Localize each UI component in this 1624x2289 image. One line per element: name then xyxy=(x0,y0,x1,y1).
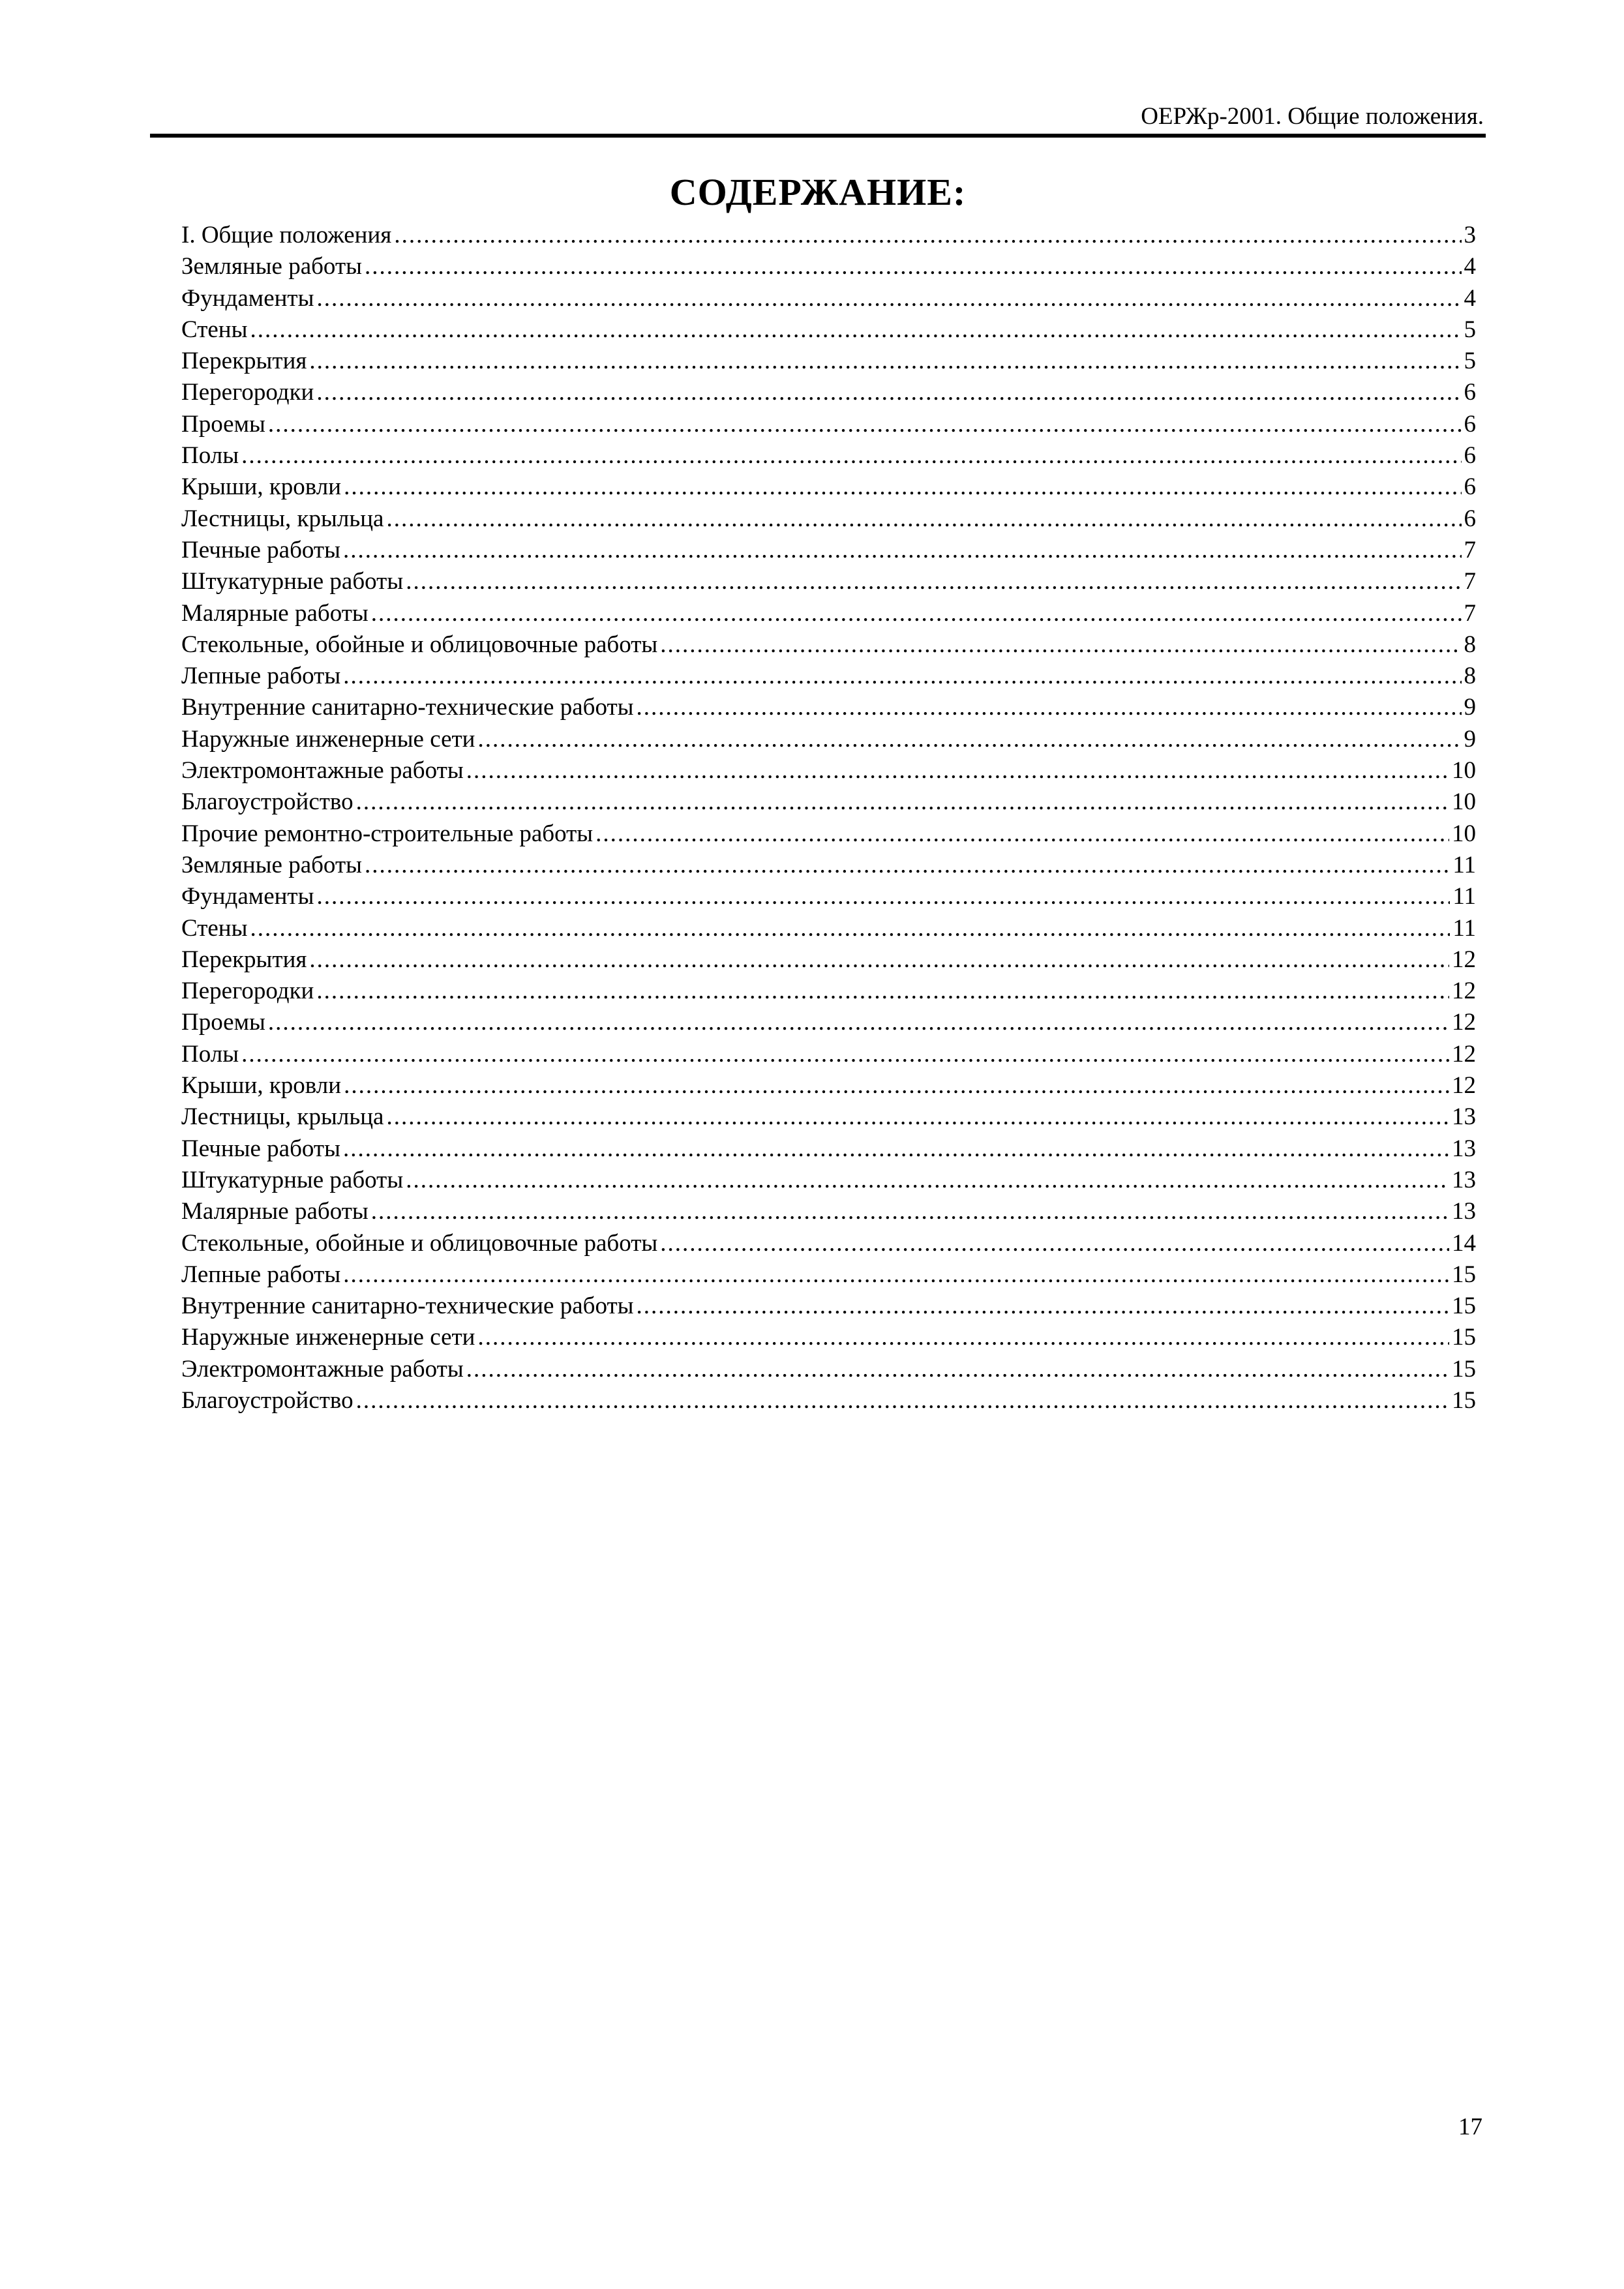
toc-entry-label: Проемы xyxy=(181,1009,265,1036)
toc-dot-leader xyxy=(344,471,1461,503)
toc-entry-label: Электромонтажные работы xyxy=(181,757,464,785)
toc-entry-label: Внутренние санитарно-технические работы xyxy=(181,694,634,721)
toc-entry-page: 12 xyxy=(1452,1040,1476,1068)
toc-entry[interactable] xyxy=(181,786,1476,818)
toc-entry[interactable] xyxy=(181,913,1476,944)
toc-entry[interactable] xyxy=(181,566,1476,597)
toc-dot-leader xyxy=(309,944,1449,976)
toc-entry-label: Перекрытия xyxy=(181,946,307,973)
toc-entry-label: Электромонтажные работы xyxy=(181,1355,464,1383)
toc-entry[interactable] xyxy=(181,1165,1476,1196)
toc-entry-label: Прочие ремонтно-строительные работы xyxy=(181,820,594,847)
toc-entry-label: Благоустройство xyxy=(181,1386,353,1414)
toc-entry[interactable] xyxy=(181,409,1476,440)
toc-dot-leader xyxy=(660,629,1461,661)
toc-entry-page: 15 xyxy=(1452,1386,1476,1414)
toc-entry-page: 11 xyxy=(1452,883,1476,910)
toc-dot-leader xyxy=(250,913,1450,944)
toc-entry-page: 5 xyxy=(1464,348,1476,375)
toc-dot-leader xyxy=(466,755,1449,786)
toc-dot-leader xyxy=(343,1259,1449,1291)
toc-dot-leader xyxy=(316,377,1461,408)
toc-entry-page: 13 xyxy=(1452,1135,1476,1162)
toc-entry-page: 12 xyxy=(1452,1009,1476,1036)
toc-entry-label: Проемы xyxy=(181,410,265,438)
toc-entry-page: 11 xyxy=(1452,851,1476,878)
toc-entry[interactable] xyxy=(181,251,1476,282)
toc-entry[interactable] xyxy=(181,1039,1476,1070)
toc-dot-leader xyxy=(371,1196,1449,1227)
toc-dot-leader xyxy=(316,283,1461,314)
toc-entry-page: 7 xyxy=(1464,536,1476,563)
toc-entry-page: 5 xyxy=(1464,316,1476,343)
toc-entry-page: 4 xyxy=(1464,284,1476,312)
toc-entry[interactable] xyxy=(181,377,1476,408)
toc-dot-leader xyxy=(365,850,1450,881)
toc-entry-page: 12 xyxy=(1452,946,1476,973)
toc-entry[interactable] xyxy=(181,1259,1476,1291)
toc-entry-label: Малярные работы xyxy=(181,1198,368,1225)
toc-entry-label: Перекрытия xyxy=(181,348,307,375)
toc-dot-leader xyxy=(365,251,1462,282)
toc-entry-label: Наружные инженерные сети xyxy=(181,1324,475,1351)
toc-entry[interactable] xyxy=(181,629,1476,661)
toc-entry-label: Лестницы, крыльца xyxy=(181,505,384,532)
toc-dot-leader xyxy=(250,314,1461,346)
toc-entry-label: Печные работы xyxy=(181,1135,340,1162)
toc-dot-leader xyxy=(466,1354,1449,1385)
toc-entry-label: Лепные работы xyxy=(181,663,341,690)
toc-entry-page: 6 xyxy=(1464,379,1476,406)
toc-dot-leader xyxy=(356,786,1449,818)
toc-entry-page: 15 xyxy=(1452,1293,1476,1320)
toc-entry-page: 13 xyxy=(1452,1166,1476,1193)
toc-entry[interactable] xyxy=(181,1133,1476,1165)
toc-entry[interactable] xyxy=(181,661,1476,692)
toc-entry-label: I. Общие положения xyxy=(181,222,392,248)
toc-dot-leader xyxy=(309,346,1461,377)
toc-dot-leader xyxy=(636,1291,1449,1322)
toc-entry-label: Перегородки xyxy=(181,379,314,406)
toc-entry-page: 15 xyxy=(1452,1355,1476,1383)
toc-dot-leader xyxy=(241,1039,1449,1070)
toc-entry-label: Фундаменты xyxy=(181,883,314,910)
toc-entry-label: Перегородки xyxy=(181,978,314,1005)
toc-dot-leader xyxy=(660,1228,1449,1259)
toc-entry-page: 12 xyxy=(1452,1072,1476,1100)
toc-entry[interactable] xyxy=(181,944,1476,976)
toc-entry-page: 6 xyxy=(1464,442,1476,470)
toc-entry-page: 13 xyxy=(1452,1103,1476,1131)
toc-entry-label: Штукатурные работы xyxy=(181,568,404,595)
toc-entry[interactable] xyxy=(181,283,1476,314)
toc-entry[interactable] xyxy=(181,440,1476,471)
toc-dot-leader xyxy=(371,598,1462,629)
toc-entry[interactable] xyxy=(181,314,1476,346)
toc-entry-label: Земляные работы xyxy=(181,851,362,878)
toc-dot-leader xyxy=(241,440,1461,471)
toc-dot-leader xyxy=(344,1070,1449,1101)
toc-entry[interactable] xyxy=(181,976,1476,1007)
toc-entry-page: 4 xyxy=(1464,253,1476,280)
toc-entry-label: Малярные работы xyxy=(181,599,368,627)
toc-entry-page: 6 xyxy=(1464,410,1476,438)
toc-entry-page: 6 xyxy=(1464,505,1476,532)
toc-entry[interactable] xyxy=(181,471,1476,503)
toc-entry-page: 7 xyxy=(1464,568,1476,595)
toc-entry[interactable] xyxy=(181,1070,1476,1101)
toc-entry-page: 10 xyxy=(1452,820,1476,847)
toc-entry-page: 8 xyxy=(1464,631,1476,658)
toc-entry[interactable] xyxy=(181,1101,1476,1133)
toc-dot-leader xyxy=(268,409,1462,440)
toc-dot-leader xyxy=(356,1385,1449,1416)
toc-entry-page: 14 xyxy=(1452,1229,1476,1257)
toc-entry-page: 7 xyxy=(1464,599,1476,627)
toc-entry[interactable] xyxy=(181,818,1476,850)
toc-entry[interactable] xyxy=(181,503,1476,535)
toc-entry[interactable] xyxy=(181,755,1476,786)
toc-entry-page: 11 xyxy=(1452,914,1476,942)
toc-entry-page: 10 xyxy=(1452,788,1476,816)
toc-entry[interactable] xyxy=(181,535,1476,566)
toc-entry-label: Штукатурные работы xyxy=(181,1166,404,1193)
toc-dot-leader xyxy=(406,566,1461,597)
toc-entry-label: Стены xyxy=(181,914,248,942)
toc-entry-page: 15 xyxy=(1452,1261,1476,1288)
toc-entry[interactable] xyxy=(181,1291,1476,1322)
toc-entry[interactable] xyxy=(181,692,1476,723)
toc-dot-leader xyxy=(386,503,1461,535)
toc-entry-label: Стекольные, обойные и облицовочные работы xyxy=(181,1229,658,1257)
table-of-contents xyxy=(181,220,1476,1416)
toc-entry-label: Земляные работы xyxy=(181,253,362,280)
toc-entry-page: 3 xyxy=(1464,222,1476,248)
toc-entry-page: 10 xyxy=(1452,757,1476,785)
toc-entry-label: Лестницы, крыльца xyxy=(181,1103,384,1131)
toc-entry-page: 15 xyxy=(1452,1324,1476,1351)
toc-dot-leader xyxy=(316,881,1450,912)
toc-entry[interactable] xyxy=(181,1322,1476,1353)
toc-dot-leader xyxy=(478,724,1462,755)
toc-entry[interactable] xyxy=(181,346,1476,377)
toc-entry-page: 6 xyxy=(1464,473,1476,501)
toc-entry-label: Полы xyxy=(181,1040,239,1068)
toc-entry-label: Фундаменты xyxy=(181,284,314,312)
toc-dot-leader xyxy=(343,661,1461,692)
toc-entry-label: Крыши, кровли xyxy=(181,1072,342,1100)
toc-entry-label: Крыши, кровли xyxy=(181,473,342,501)
page-number: 17 xyxy=(1458,2114,1482,2140)
toc-entry[interactable] xyxy=(181,1354,1476,1385)
toc-dot-leader xyxy=(406,1165,1449,1196)
toc-dot-leader xyxy=(636,692,1461,723)
toc-dot-leader xyxy=(394,220,1461,251)
toc-entry-label: Печные работы xyxy=(181,536,340,563)
toc-entry-label: Благоустройство xyxy=(181,788,353,816)
toc-dot-leader xyxy=(343,535,1462,566)
toc-entry-page: 13 xyxy=(1452,1198,1476,1225)
toc-title: СОДЕРЖАНИЕ: xyxy=(669,171,967,213)
toc-dot-leader xyxy=(343,1133,1449,1165)
toc-entry-label: Внутренние санитарно-технические работы xyxy=(181,1293,634,1320)
toc-entry-page: 9 xyxy=(1464,694,1476,721)
toc-entry[interactable] xyxy=(181,1196,1476,1227)
toc-entry-label: Стены xyxy=(181,316,248,343)
toc-entry-label: Наружные инженерные сети xyxy=(181,725,475,753)
toc-entry-page: 8 xyxy=(1464,663,1476,690)
toc-entry[interactable] xyxy=(181,881,1476,912)
toc-dot-leader xyxy=(268,1007,1449,1038)
toc-dot-leader xyxy=(386,1101,1449,1133)
toc-entry[interactable] xyxy=(181,850,1476,881)
toc-entry-page: 9 xyxy=(1464,725,1476,753)
toc-dot-leader xyxy=(595,818,1449,850)
toc-entry-page: 12 xyxy=(1452,978,1476,1005)
toc-dot-leader xyxy=(478,1322,1450,1353)
running-header: ОЕРЖр-2001. Общие положения. xyxy=(1141,103,1484,130)
toc-entry[interactable] xyxy=(181,598,1476,629)
toc-entry[interactable] xyxy=(181,1385,1476,1416)
toc-entry-label: Стекольные, обойные и облицовочные работы xyxy=(181,631,658,658)
toc-dot-leader xyxy=(316,976,1449,1007)
toc-entry[interactable] xyxy=(181,724,1476,755)
toc-entry-label: Полы xyxy=(181,442,239,470)
toc-entry[interactable] xyxy=(181,220,1476,251)
header-rule xyxy=(150,134,1486,138)
toc-entry-label: Лепные работы xyxy=(181,1261,341,1288)
toc-entry[interactable] xyxy=(181,1007,1476,1038)
toc-entry[interactable] xyxy=(181,1228,1476,1259)
